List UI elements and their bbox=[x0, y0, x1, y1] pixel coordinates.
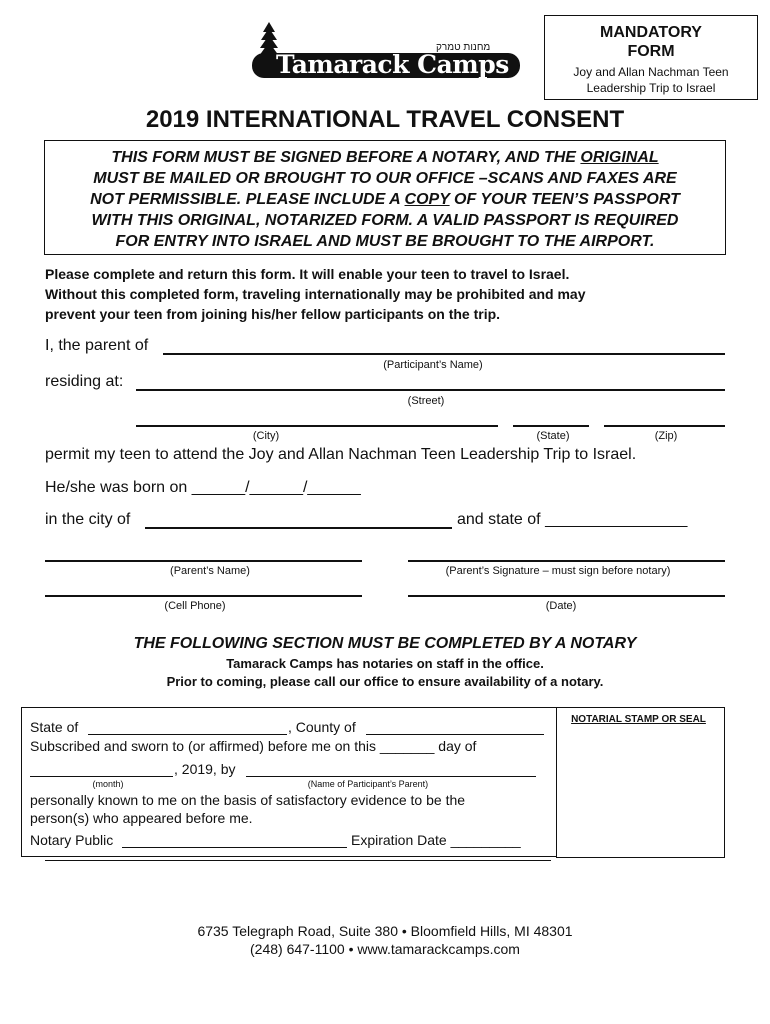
cell-phone-field[interactable] bbox=[45, 595, 362, 597]
birth-city-field[interactable] bbox=[145, 527, 452, 529]
city-caption: (City) bbox=[252, 430, 280, 442]
notary-subscribed[interactable]: Subscribed and sworn to (or affirmed) before me on this _______ day of bbox=[30, 738, 477, 754]
street-field[interactable] bbox=[136, 389, 725, 391]
mandatory-form-box bbox=[544, 15, 758, 100]
notary-stamp-box bbox=[556, 707, 725, 858]
instructions-line-2: Without this completed form, traveling internationally may be prohibited and may bbox=[45, 286, 586, 302]
instructions-line-3: prevent your teen from joining his/her fellow participants on the trip. bbox=[45, 306, 501, 322]
parent-name-caption: (Parent’s Name) bbox=[170, 565, 250, 577]
date-caption: (Date) bbox=[545, 600, 577, 612]
notary-bottom-rule bbox=[45, 860, 551, 861]
notice-original: ORIGINAL bbox=[580, 149, 659, 166]
state-field[interactable] bbox=[513, 425, 589, 427]
notary-parent-caption: (Name of Participant’s Parent) bbox=[307, 779, 429, 789]
permit-statement: permit my teen to attend the Joy and Allan Nachman Teen Leadership Trip to Israel. bbox=[45, 446, 637, 463]
notary-heading: THE FOLLOWING SECTION MUST BE COMPLETED BY A NOTARY bbox=[133, 635, 637, 652]
footer-address: 6735 Telegraph Road, Suite 380 • Bloomfield Hills, MI 48301 bbox=[197, 923, 573, 939]
parent-name-field[interactable] bbox=[45, 560, 362, 562]
notice-line-4: WITH THIS ORIGINAL, NOTARIZED FORM. A VALID PASSPORT IS REQUIRED bbox=[91, 212, 679, 229]
notary-known-2: person(s) who appeared before me. bbox=[30, 810, 253, 826]
page-title: 2019 INTERNATIONAL TRAVEL CONSENT bbox=[145, 106, 625, 133]
instructions-line-1: Please complete and return this form. It will enable your teen to travel to Israel. bbox=[45, 266, 570, 282]
notary-county-label: , County of bbox=[288, 719, 356, 735]
participant-name-caption: (Participant’s Name) bbox=[383, 359, 483, 371]
mandatory-title-1: MANDATORY bbox=[600, 24, 702, 41]
parent-of-label: I, the parent of bbox=[45, 337, 149, 354]
logo-text: Tamarack Camps bbox=[276, 50, 509, 79]
footer-contact: (248) 647-1100 • www.tamarackcamps.com bbox=[250, 941, 520, 957]
zip-caption: (Zip) bbox=[654, 430, 678, 442]
notary-sub-2: Prior to coming, please call our office to ensure availability of a notary. bbox=[166, 674, 604, 689]
zip-field[interactable] bbox=[604, 425, 725, 427]
notary-county-field[interactable] bbox=[366, 734, 544, 735]
parent-signature-field[interactable] bbox=[408, 560, 725, 562]
notice-line-5: FOR ENTRY INTO ISRAEL AND MUST BE BROUGHT TO THE AIRPORT. bbox=[115, 233, 655, 250]
parent-signature-caption: (Parent’s Signature – must sign before notary) bbox=[445, 565, 671, 577]
notary-stamp-label: NOTARIAL STAMP OR SEAL bbox=[571, 714, 706, 725]
notary-month-field[interactable] bbox=[30, 776, 173, 777]
mandatory-subtitle-2: Leadership Trip to Israel bbox=[586, 81, 716, 95]
notice-line-1: THIS FORM MUST BE SIGNED BEFORE A NOTARY, AND THE ORIGINAL bbox=[111, 149, 659, 166]
notice-line-3: NOT PERMISSIBLE. PLEASE INCLUDE A COPY OF YOUR TEEN’S PASSPORT bbox=[90, 191, 680, 208]
date-field[interactable] bbox=[408, 595, 725, 597]
tamarack-logo bbox=[246, 22, 522, 82]
notary-month-caption: (month) bbox=[92, 779, 124, 789]
notary-public-field[interactable] bbox=[122, 847, 347, 848]
state-caption: (State) bbox=[536, 430, 570, 442]
logo-hebrew: מחנות טמרק bbox=[436, 42, 491, 53]
notary-year-label: , 2019, by bbox=[174, 761, 236, 777]
notice-copy: COPY bbox=[404, 191, 450, 208]
participant-name-field[interactable] bbox=[163, 353, 725, 355]
birth-state-field[interactable]: and state of ________________ bbox=[457, 511, 688, 528]
street-caption: (Street) bbox=[407, 395, 445, 407]
birth-date-field[interactable]: He/she was born on ______/______/______ bbox=[45, 479, 361, 496]
notary-known-1: personally known to me on the basis of satisfactory evidence to be the bbox=[30, 792, 466, 808]
notary-sub-1: Tamarack Camps has notaries on staff in the office. bbox=[226, 656, 544, 671]
city-field[interactable] bbox=[136, 425, 498, 427]
city-of-label: in the city of bbox=[45, 511, 131, 528]
notice-line-2: MUST BE MAILED OR BROUGHT TO OUR OFFICE –SCANS AND FAXES ARE bbox=[93, 170, 677, 187]
instructions bbox=[45, 264, 586, 324]
notice-box bbox=[44, 140, 726, 255]
mandatory-title-2: FORM bbox=[627, 43, 675, 60]
notary-expiration-field[interactable]: Expiration Date _________ bbox=[351, 832, 521, 848]
cell-phone-caption: (Cell Phone) bbox=[164, 600, 226, 612]
notary-parent-field[interactable] bbox=[246, 776, 536, 777]
notary-state-field[interactable] bbox=[88, 734, 287, 735]
mandatory-subtitle-1: Joy and Allan Nachman Teen bbox=[573, 65, 729, 79]
residing-label: residing at: bbox=[45, 373, 124, 390]
notary-public-label: Notary Public bbox=[30, 832, 114, 848]
notary-state-label: State of bbox=[30, 719, 79, 735]
